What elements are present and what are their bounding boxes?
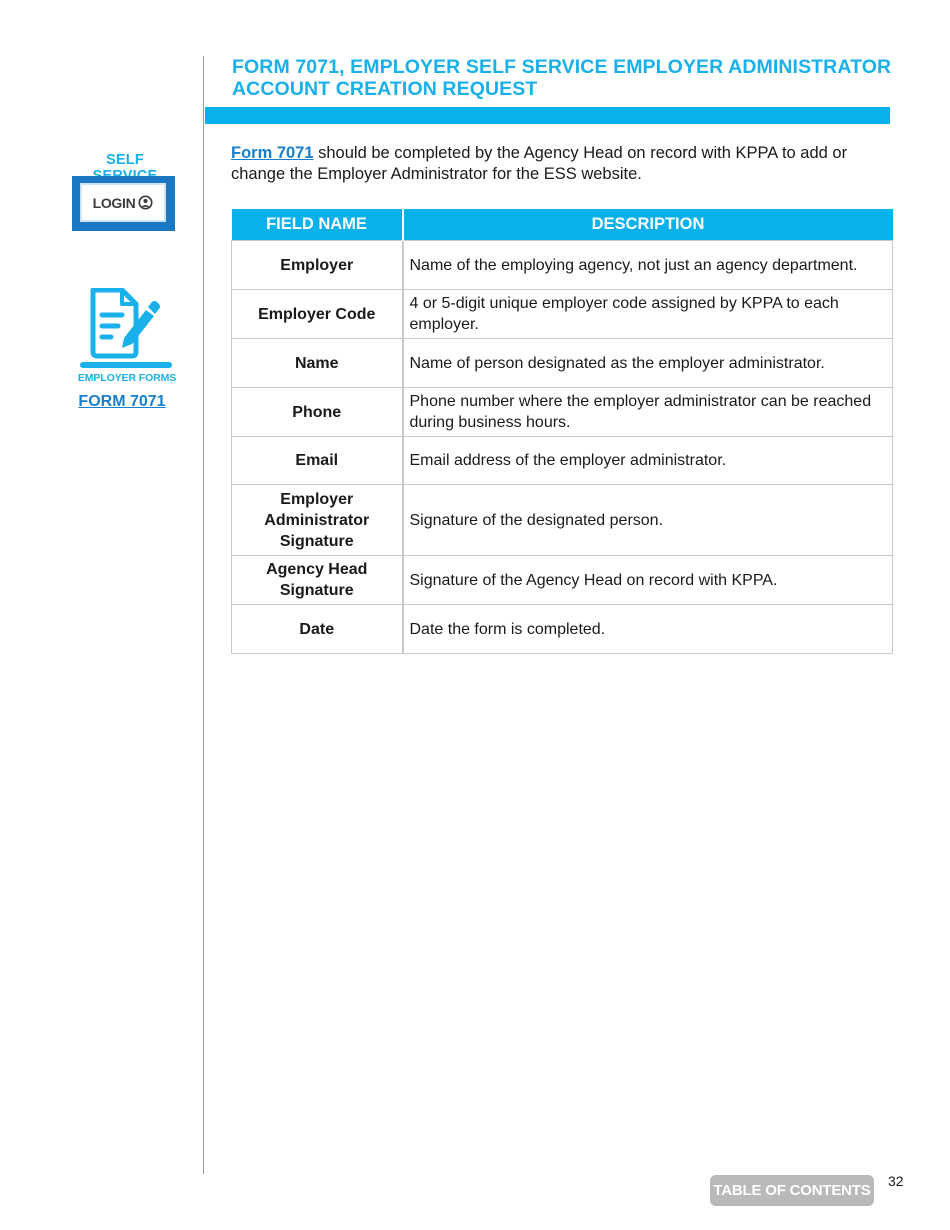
table-row <box>232 605 893 654</box>
vertical-divider <box>203 56 204 1174</box>
form-7071-inline-link[interactable]: Form 7071 <box>231 144 314 162</box>
title-underline-bar <box>205 107 890 124</box>
table-row <box>232 290 893 339</box>
field-description-table <box>231 209 893 654</box>
document-edit-icon[interactable] <box>80 288 172 370</box>
description-cell: Phone number where the employer administrator can be reached during business hours. <box>403 388 893 437</box>
page-title-line-2: ACCOUNT CREATION REQUEST <box>232 78 538 100</box>
intro-text: should be completed by the Agency Head on record with KPPA to add or change the Employer Administrator for the ESS website. <box>231 144 848 183</box>
description-cell: Signature of the Agency Head on record with KPPA. <box>403 556 893 605</box>
description-cell: Name of person designated as the employer administrator. <box>403 339 893 388</box>
page-title <box>232 56 912 100</box>
description-cell: 4 or 5-digit unique employer code assigned by KPPA to each employer. <box>403 290 893 339</box>
field-name-cell: Email <box>232 437 403 485</box>
field-name-cell: Employer Administrator Signature <box>232 485 403 556</box>
field-name-cell: Phone <box>232 388 403 437</box>
field-name-cell: Employer Code <box>232 290 403 339</box>
form-7071-sidebar-link[interactable]: FORM 7071 <box>78 393 166 410</box>
field-name-cell: Name <box>232 339 403 388</box>
table-row <box>232 388 893 437</box>
login-button-face[interactable] <box>80 183 166 222</box>
field-name-cell: Agency Head Signature <box>232 556 403 605</box>
user-circle-icon <box>138 195 153 210</box>
table-row <box>232 437 893 485</box>
field-name-cell: Date <box>232 605 403 654</box>
intro-paragraph <box>231 143 896 185</box>
table-row <box>232 241 893 290</box>
table-row <box>232 485 893 556</box>
table-row <box>232 339 893 388</box>
description-cell: Name of the employing agency, not just an agency department. <box>403 241 893 290</box>
login-button-label: LOGIN <box>92 194 136 211</box>
page-number: 32 <box>888 1173 904 1189</box>
table-row <box>232 556 893 605</box>
description-cell: Email address of the employer administrator. <box>403 437 893 485</box>
field-name-cell: Employer <box>232 241 403 290</box>
column-header-description: DESCRIPTION <box>403 209 893 241</box>
table-of-contents-button[interactable]: TABLE OF CONTENTS <box>710 1175 874 1206</box>
employer-forms-label: EMPLOYER FORMS <box>77 372 177 384</box>
page-title-line-1: FORM 7071, EMPLOYER SELF SERVICE EMPLOYER ADMINISTRATOR <box>232 56 892 78</box>
description-cell: Signature of the designated person. <box>403 485 893 556</box>
table-header-row <box>232 209 893 241</box>
self-service-label: SELF <box>106 152 144 168</box>
description-cell: Date the form is completed. <box>403 605 893 654</box>
column-header-field-name: FIELD NAME <box>232 209 403 241</box>
login-button[interactable] <box>72 176 175 231</box>
